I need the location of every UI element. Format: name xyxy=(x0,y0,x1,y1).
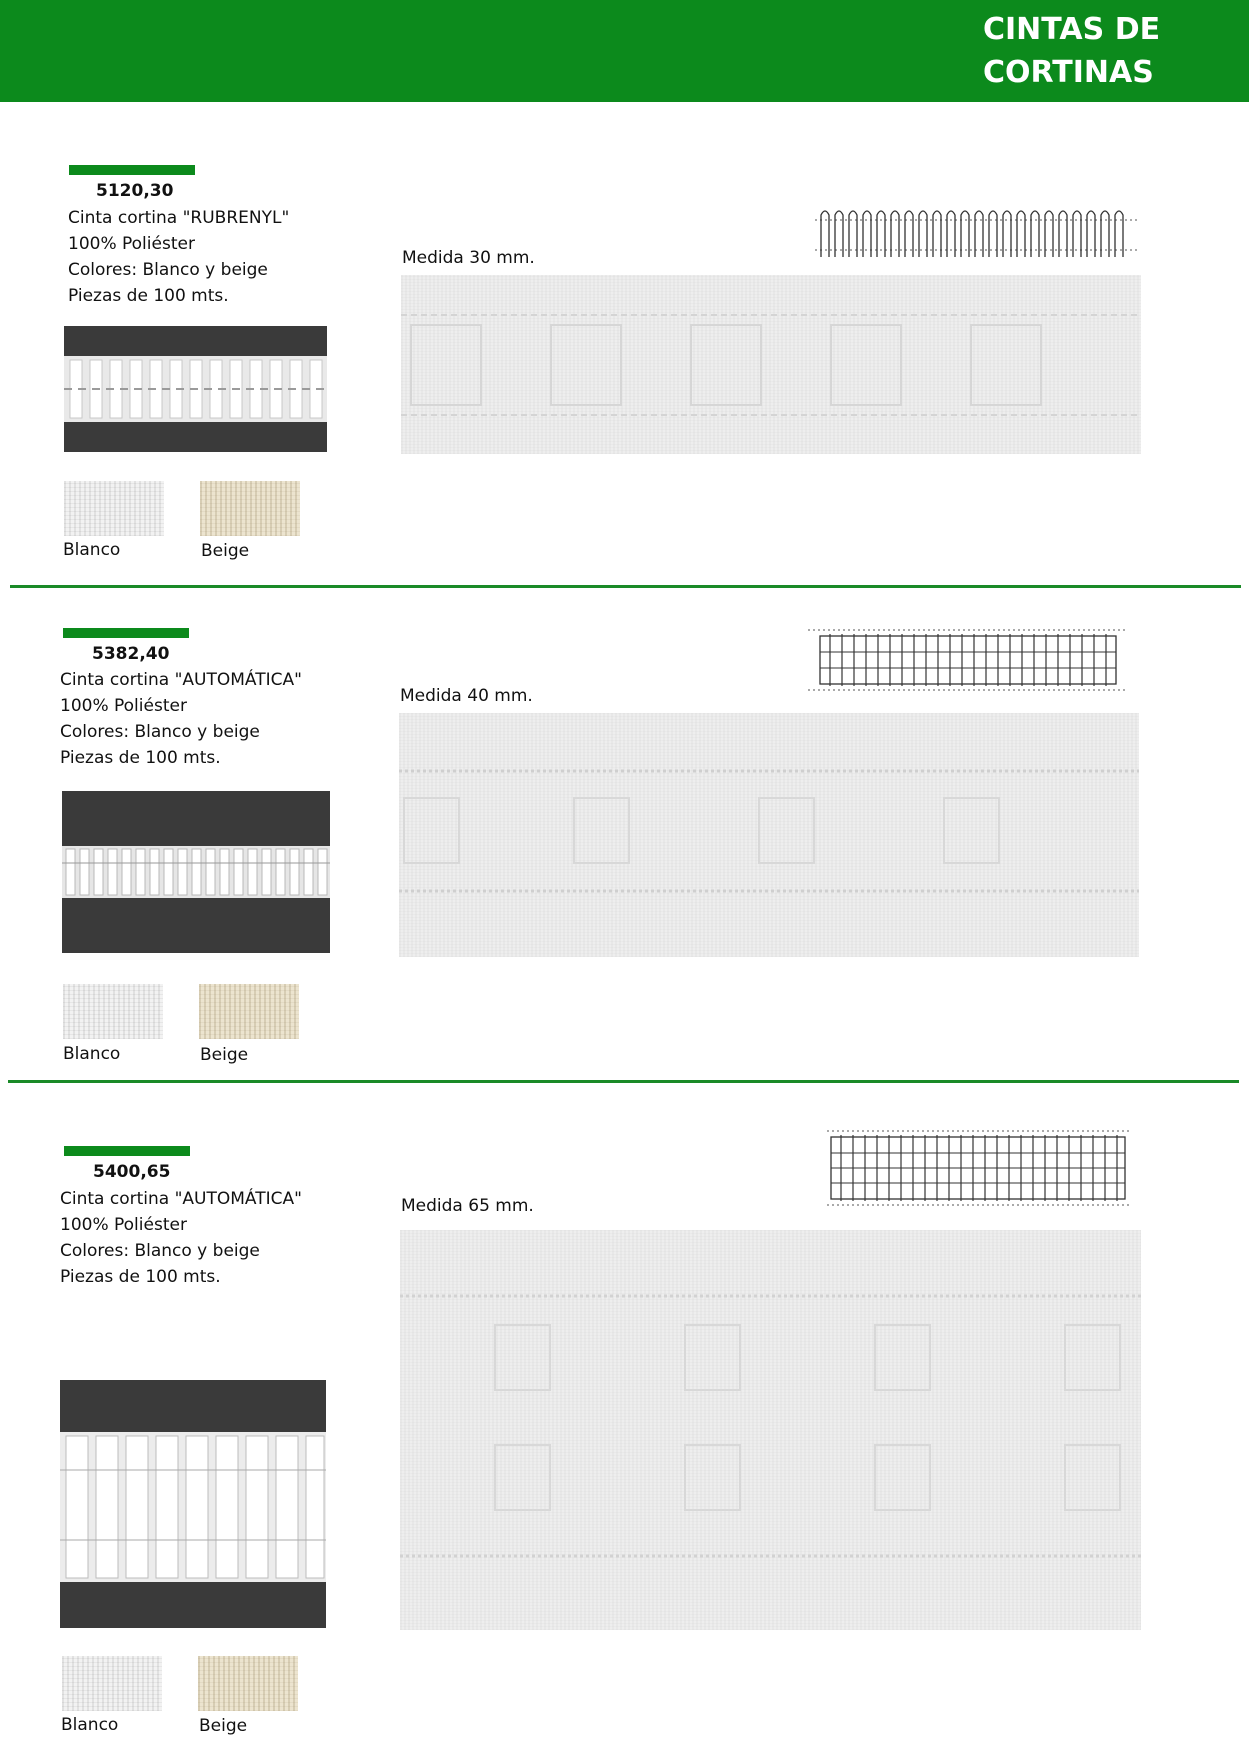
page-title xyxy=(983,8,1223,94)
product-material: 100% Poliéster xyxy=(68,234,195,254)
product-description xyxy=(68,205,289,309)
pleat-diagram xyxy=(815,205,1137,265)
swatch-beige xyxy=(198,1656,298,1711)
swatch-label-beige: Beige xyxy=(199,1716,248,1736)
product-photo xyxy=(64,326,327,452)
product-pieces: Piezas de 100 mts. xyxy=(60,1267,221,1287)
page-header xyxy=(0,0,1249,102)
product-measure: Medida 40 mm. xyxy=(400,686,533,706)
pleat-diagram xyxy=(808,626,1128,694)
product-description xyxy=(60,1186,302,1290)
product-pieces: Piezas de 100 mts. xyxy=(60,748,221,768)
swatch-label-white: Blanco xyxy=(61,1715,119,1735)
product-accent-bar xyxy=(63,628,189,638)
product-photo xyxy=(62,791,330,953)
pleated-tape-photo xyxy=(62,791,330,953)
product-material: 100% Poliéster xyxy=(60,1215,187,1235)
swatch-label-beige: Beige xyxy=(200,1045,249,1065)
product-colors: Colores: Blanco y beige xyxy=(68,260,268,280)
product-accent-bar xyxy=(64,1146,190,1156)
swatch-white xyxy=(64,481,164,536)
swatch-label-white: Blanco xyxy=(63,540,121,560)
swatch-white xyxy=(63,984,163,1039)
product-photo xyxy=(60,1380,326,1628)
product-description xyxy=(60,667,302,771)
swatch-white xyxy=(62,1656,162,1711)
tape-sample xyxy=(401,275,1141,454)
product-name: Cinta cortina "RUBRENYL" xyxy=(68,208,290,228)
swatch-label-white: Blanco xyxy=(63,1044,121,1064)
product-code: 5400,65 xyxy=(93,1162,171,1182)
product-colors: Colores: Blanco y beige xyxy=(60,1241,260,1261)
page-title-line-1: CINTAS DE xyxy=(983,12,1161,47)
tape-sample xyxy=(400,1230,1141,1630)
product-measure: Medida 65 mm. xyxy=(401,1196,534,1216)
product-accent-bar xyxy=(69,165,195,175)
page-title-line-2: CORTINAS xyxy=(983,55,1154,90)
pleat-diagram xyxy=(827,1127,1129,1209)
product-colors: Colores: Blanco y beige xyxy=(60,722,260,742)
product-material: 100% Poliéster xyxy=(60,696,187,716)
section-divider xyxy=(10,585,1241,588)
product-pieces: Piezas de 100 mts. xyxy=(68,286,229,306)
product-name: Cinta cortina "AUTOMÁTICA" xyxy=(60,1189,302,1209)
pleated-tape-photo xyxy=(64,326,327,452)
tape-sample xyxy=(399,713,1139,957)
product-measure: Medida 30 mm. xyxy=(402,248,535,268)
product-name: Cinta cortina "AUTOMÁTICA" xyxy=(60,670,302,690)
pleated-tape-photo xyxy=(60,1380,326,1628)
product-code: 5120,30 xyxy=(96,181,174,201)
product-code: 5382,40 xyxy=(92,644,170,664)
swatch-beige xyxy=(200,481,300,536)
section-divider xyxy=(8,1080,1239,1083)
swatch-beige xyxy=(199,984,299,1039)
swatch-label-beige: Beige xyxy=(201,541,250,561)
